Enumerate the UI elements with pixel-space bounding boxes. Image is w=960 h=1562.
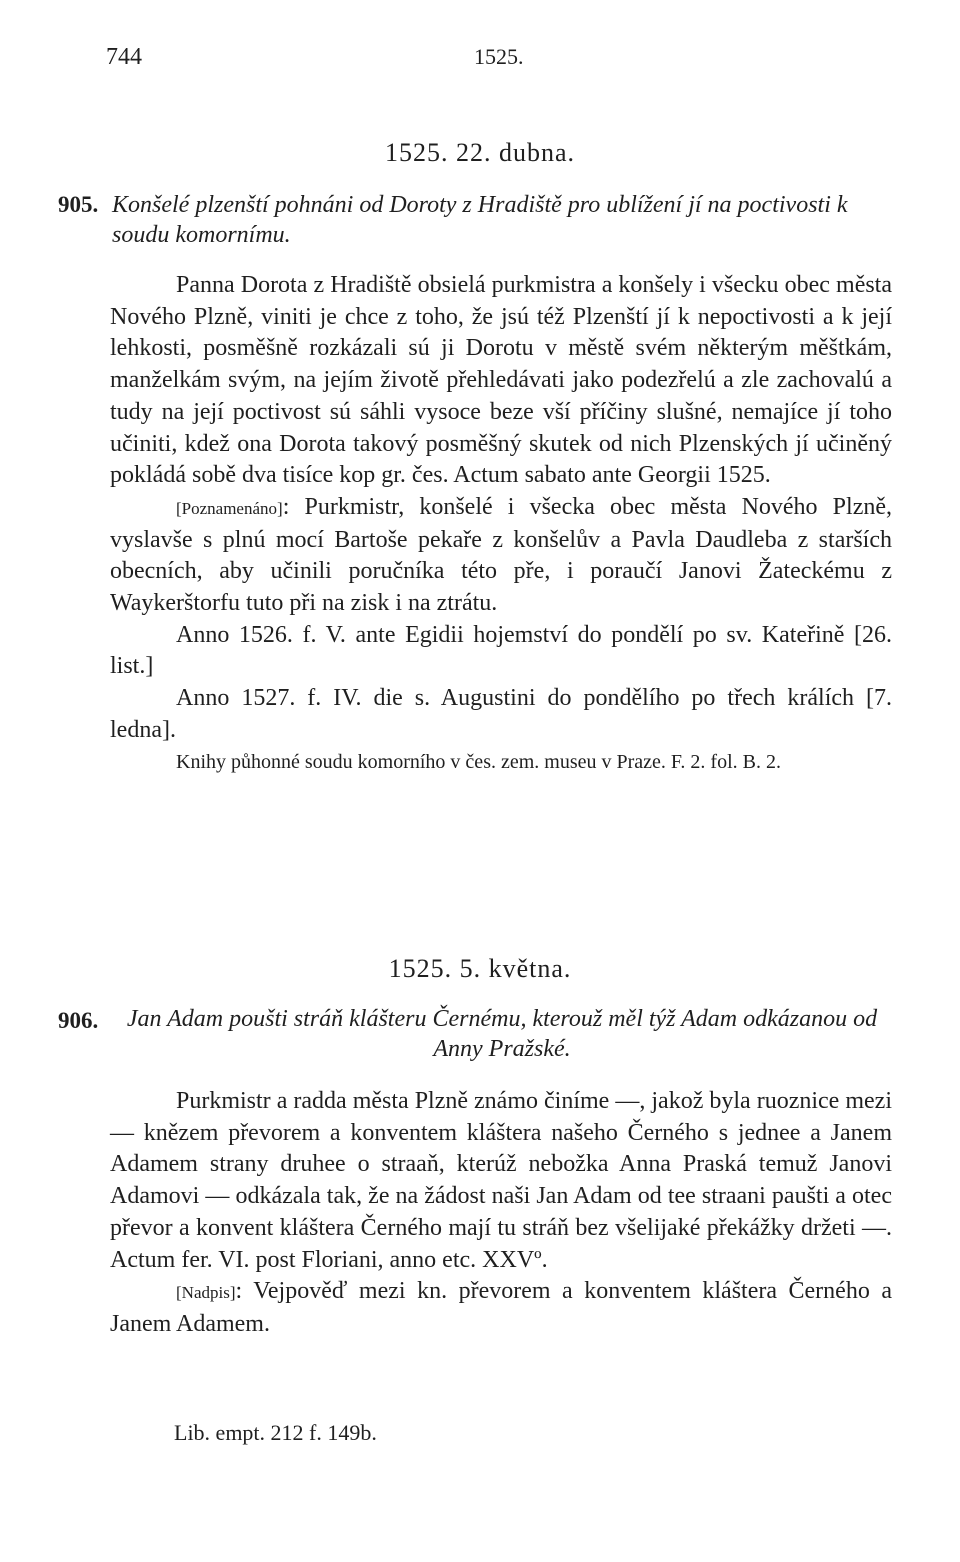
page-number: 744 <box>106 44 142 70</box>
entry-906-regest: Jan Adam poušti stráň klášteru Černému, kterouž měl týž Adam odkázanou od Anny Pražské. <box>126 1006 878 1062</box>
entry-906-note <box>110 1276 892 1340</box>
page-header <box>0 44 960 74</box>
entry-906-source: Lib. empt. 212 f. 149b. <box>174 1420 377 1445</box>
entry-906-paragraph: Purkmistr a radda města Plzně známo činíme —, jakož byla ruoznice mezi — knězem převorem a konventem kláštera našeho Černého s jednee a Janem Adamem strany druhee o straaň, kterúž nebožka Anna Praská temuž Janovi Adamovi — odkázala tak, že na žádost naši Jan Adam od tee straani paušti a otec převor a konvent kláštera Černého mají tu stráň bez všelijaké překážky držeti —. Actum fer. VI. post Floriani, anno etc. XXVº. <box>110 1088 892 1273</box>
entry-906-date: 1525. 5. května. <box>388 954 572 983</box>
entry-905-paragraph: Panna Dorota z Hradiště obsielá purkmistra a konšely i všecku obec města Nového Plzně, viniti je chce z toho, že jsú též Plzenští jí k nepoctivosti a k její lehkosti, posměšně rozkázali sú ji Dorotu v městě svém některým měštkám, manželkám svým, na jejím životě přehledávati jako podezřelú a zle zachovalú a tudy na její poctivost sú sáhli vysoce beze vší příčiny slušné, nemajíce jí toho učiniti, kdež ona Dorota takový posměšný skutek od nich Plzenských jí učiněný pokládá sobě dva tisíce kop gr. čes. Actum sabato ante Georgii 1525. <box>110 272 892 489</box>
entry-905-paragraph: Anno 1526. f. V. ante Egidii hojemství do pondělí po sv. Kateřině [26. list.] <box>110 621 892 680</box>
entry-905-body <box>110 270 892 778</box>
entry-905-regest: Konšelé plzenští pohnáni od Doroty z Hradiště pro ublížení jí na poctivosti k soudu komornímu. <box>112 192 848 248</box>
entry-906-number: 906. <box>58 1008 99 1033</box>
entry-905-paragraph: Anno 1527. f. IV. die s. Augustini do pondělího po třech králích [7. ledna]. <box>110 685 892 743</box>
entry-906-body <box>110 1086 892 1341</box>
entry-905-number: 905. <box>58 192 99 217</box>
note-label: [Nadpis] <box>176 1283 236 1303</box>
note-text: : Purkmistr, konšelé i všecka obec města Nového Plzně, vyslavše s plnú mocí Bartoše pekaře z konšelův a Pavla Daudleba z starších obecních, aby učinili poručníka této pře, i poraučí Janovi Žateckému z Waykerštorfu tuto při na zisk i na ztrátu. <box>110 493 892 617</box>
note-text: : Vejpověď mezi kn. převorem a konventem kláštera Černého a Janem Adamem. <box>110 1278 892 1337</box>
note-label: [Poznamenáno] <box>176 498 283 518</box>
entry-905-source: Knihy půhonné soudu komorního v čes. zem. museu v Praze. F. 2. fol. B. 2. <box>176 750 781 773</box>
running-head: 1525. <box>474 44 524 69</box>
entry-905-date: 1525. 22. dubna. <box>384 138 576 167</box>
entry-905-note <box>110 492 892 620</box>
